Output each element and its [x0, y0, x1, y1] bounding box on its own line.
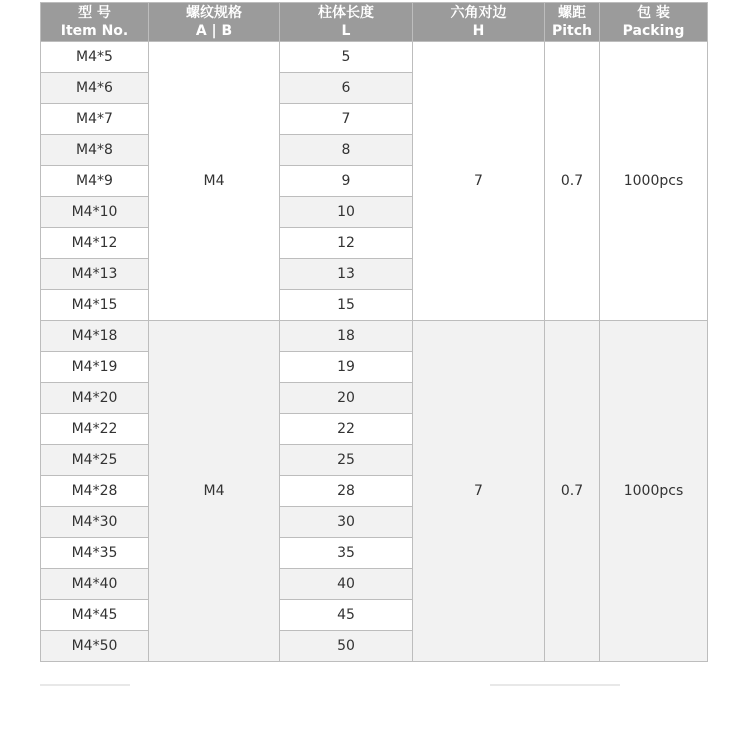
header-en: H: [472, 23, 485, 39]
length-cell: 22: [280, 414, 413, 445]
header-cn: 型 号: [78, 5, 111, 21]
length-cell: 13: [280, 259, 413, 290]
item-no-cell: M4*12: [41, 228, 149, 259]
item-no-cell: M4*5: [41, 42, 149, 73]
header-hex: [413, 3, 545, 42]
header-pitch: [545, 3, 600, 42]
bottom-shadow-left: [40, 684, 130, 686]
item-no-cell: M4*15: [41, 290, 149, 321]
item-no-cell: M4*30: [41, 507, 149, 538]
header-thread-spec: [149, 3, 280, 42]
item-no-cell: M4*25: [41, 445, 149, 476]
item-no-cell: M4*13: [41, 259, 149, 290]
table-body: [41, 42, 708, 662]
item-no-cell: M4*35: [41, 538, 149, 569]
header-en: Item No.: [60, 23, 129, 39]
thread-spec-cell: M4: [149, 42, 280, 321]
length-cell: 20: [280, 383, 413, 414]
packing-cell: 1000pcs: [600, 42, 708, 321]
length-cell: 25: [280, 445, 413, 476]
header-cn: 螺纹规格: [186, 5, 242, 21]
header-cn: 螺距: [558, 5, 586, 21]
item-no-cell: M4*9: [41, 166, 149, 197]
length-cell: 12: [280, 228, 413, 259]
item-no-cell: M4*28: [41, 476, 149, 507]
length-cell: 7: [280, 104, 413, 135]
item-no-cell: M4*10: [41, 197, 149, 228]
length-cell: 50: [280, 631, 413, 662]
item-no-cell: M4*6: [41, 73, 149, 104]
length-cell: 28: [280, 476, 413, 507]
length-cell: 9: [280, 166, 413, 197]
length-cell: 45: [280, 600, 413, 631]
header-packing: [600, 3, 708, 42]
item-no-cell: M4*18: [41, 321, 149, 352]
item-no-cell: M4*22: [41, 414, 149, 445]
length-cell: 5: [280, 42, 413, 73]
table-row: [41, 42, 708, 73]
header-en: L: [341, 23, 351, 39]
item-no-cell: M4*7: [41, 104, 149, 135]
item-no-cell: M4*20: [41, 383, 149, 414]
header-row: [41, 3, 708, 42]
length-cell: 19: [280, 352, 413, 383]
hex-cell: 7: [413, 321, 545, 662]
hex-cell: 7: [413, 42, 545, 321]
item-no-cell: M4*19: [41, 352, 149, 383]
header-cn: 包 装: [637, 5, 670, 21]
item-no-cell: M4*50: [41, 631, 149, 662]
spec-table: [40, 2, 708, 662]
length-cell: 30: [280, 507, 413, 538]
header-length: [280, 3, 413, 42]
header-en: Packing: [622, 23, 685, 39]
pitch-cell: 0.7: [545, 42, 600, 321]
length-cell: 10: [280, 197, 413, 228]
header-item-no: [41, 3, 149, 42]
length-cell: 6: [280, 73, 413, 104]
length-cell: 40: [280, 569, 413, 600]
pitch-cell: 0.7: [545, 321, 600, 662]
item-no-cell: M4*8: [41, 135, 149, 166]
packing-cell: 1000pcs: [600, 321, 708, 662]
length-cell: 15: [280, 290, 413, 321]
header-en: Pitch: [551, 23, 593, 39]
length-cell: 35: [280, 538, 413, 569]
header-cn: 六角对边: [450, 5, 507, 21]
thread-spec-cell: M4: [149, 321, 280, 662]
bottom-shadow-right: [490, 684, 620, 686]
length-cell: 18: [280, 321, 413, 352]
table-row: [41, 321, 708, 352]
header-en: A | B: [195, 23, 233, 39]
header-cn: 柱体长度: [318, 5, 374, 21]
item-no-cell: M4*40: [41, 569, 149, 600]
item-no-cell: M4*45: [41, 600, 149, 631]
length-cell: 8: [280, 135, 413, 166]
